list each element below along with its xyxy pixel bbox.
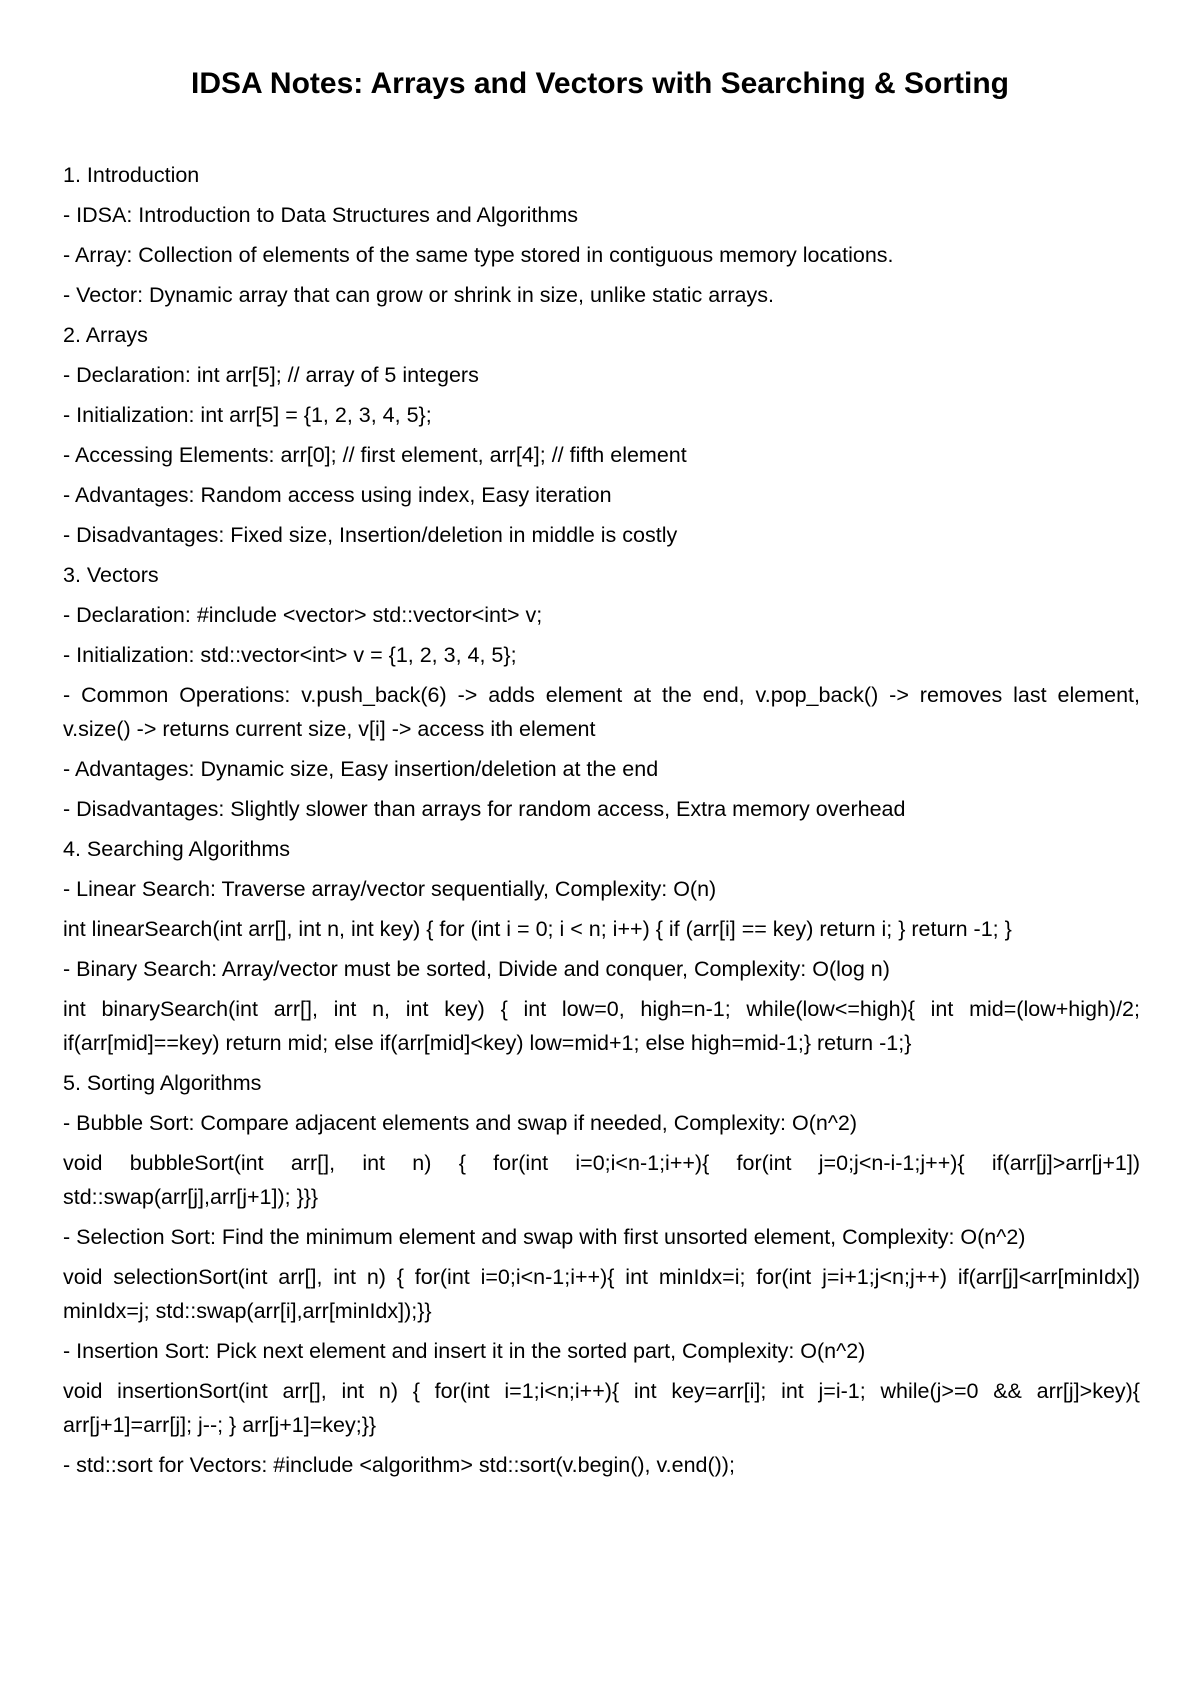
note-line: - Advantages: Dynamic size, Easy insertion/deletion at the end — [63, 757, 659, 781]
code-line-insertion-sort: void insertionSort(int arr[], int n) { for(int i=1;i<n;i++){ int key=arr[i]; int j=i-1; while(j>=0 && arr[j]>key){ arr[j+1]=arr[j]; j--; } arr[j+1]=key;}} — [63, 1379, 1140, 1437]
section-heading-arrays: 2. Arrays — [63, 323, 148, 347]
note-line: - Declaration: int arr[5]; // array of 5 integers — [63, 363, 479, 387]
section-heading-sorting: 5. Sorting Algorithms — [63, 1071, 262, 1095]
section-heading-searching: 4. Searching Algorithms — [63, 837, 291, 861]
section-heading-introduction: 1. Introduction — [63, 163, 200, 187]
note-line: - std::sort for Vectors: #include <algorithm> std::sort(v.begin(), v.end()); — [63, 1453, 735, 1477]
note-line: - Binary Search: Array/vector must be sorted, Divide and conquer, Complexity: O(log n) — [63, 957, 890, 981]
note-line: - Accessing Elements: arr[0]; // first element, arr[4]; // fifth element — [63, 443, 687, 467]
section-heading-vectors: 3. Vectors — [63, 563, 159, 587]
note-line: - Bubble Sort: Compare adjacent elements and swap if needed, Complexity: O(n^2) — [63, 1111, 858, 1135]
note-line: - Declaration: #include <vector> std::vector<int> v; — [63, 603, 543, 627]
note-line: - Linear Search: Traverse array/vector sequentially, Complexity: O(n) — [63, 877, 717, 901]
note-line: - Advantages: Random access using index, Easy iteration — [63, 483, 612, 507]
note-line: - Insertion Sort: Pick next element and insert it in the sorted part, Complexity: O(n^2) — [63, 1339, 866, 1363]
code-line-binary-search: int binarySearch(int arr[], int n, int key) { int low=0, high=n-1; while(low<=high){ int mid=(low+high)/2; if(arr[mid]==key) return mid; else if(arr[mid]<key) low=mid+1; else high=mid-1;} return -1;} — [63, 997, 1140, 1055]
code-line-bubble-sort: void bubbleSort(int arr[], int n) { for(int i=0;i<n-1;i++){ for(int j=0;j<n-i-1;j++){ if(arr[j]>arr[j+1]) std::swap(arr[j],arr[j+1]); }}} — [63, 1151, 1140, 1209]
note-line: - Initialization: std::vector<int> v = {1, 2, 3, 4, 5}; — [63, 643, 517, 667]
notes-body — [63, 158, 1140, 1488]
page-title: IDSA Notes: Arrays and Vectors with Searching & Sorting — [191, 67, 1009, 100]
note-line: - Disadvantages: Slightly slower than arrays for random access, Extra memory overhead — [63, 797, 906, 821]
code-line-selection-sort: void selectionSort(int arr[], int n) { for(int i=0;i<n-1;i++){ int minIdx=i; for(int j=i+1;j<n;j++) if(arr[j]<arr[minIdx]) minIdx=j; std::swap(arr[i],arr[minIdx]);}} — [63, 1265, 1140, 1323]
note-line: - Disadvantages: Fixed size, Insertion/deletion in middle is costly — [63, 523, 678, 547]
note-line: - Initialization: int arr[5] = {1, 2, 3, 4, 5}; — [63, 403, 432, 427]
note-line: - Array: Collection of elements of the same type stored in contiguous memory locations. — [63, 243, 894, 267]
note-line: - IDSA: Introduction to Data Structures and Algorithms — [63, 203, 579, 227]
note-line: - Vector: Dynamic array that can grow or shrink in size, unlike static arrays. — [63, 283, 774, 307]
note-line: - Common Operations: v.push_back(6) -> adds element at the end, v.pop_back() -> removes last element, v.size() -> returns current size, v[i] -> access ith element — [63, 683, 1140, 741]
code-line-linear-search: int linearSearch(int arr[], int n, int key) { for (int i = 0; i < n; i++) { if (arr[i] == key) return i; } return -1; } — [63, 917, 1012, 941]
note-line: - Selection Sort: Find the minimum element and swap with first unsorted element, Complexity: O(n^2) — [63, 1225, 1026, 1249]
